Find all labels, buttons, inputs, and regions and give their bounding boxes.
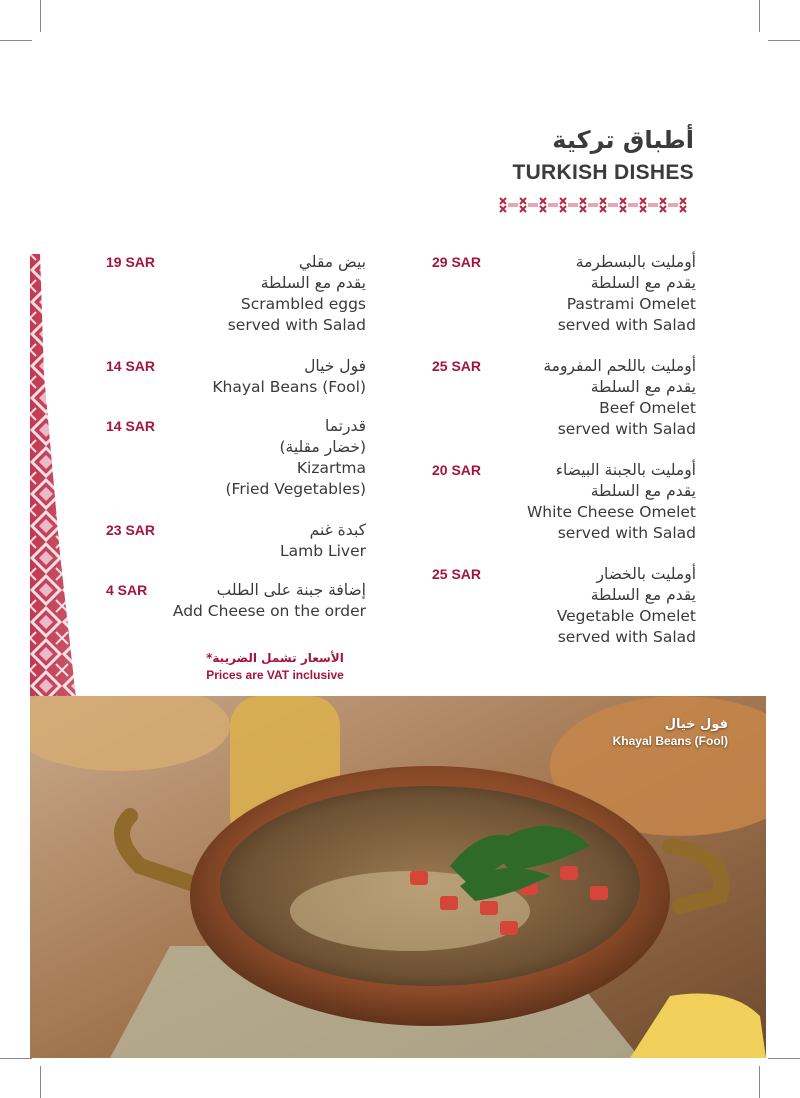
menu-item-price: 14 SAR [106, 418, 156, 434]
menu-item-name-english: Add Cheese on the order [172, 602, 366, 620]
menu-item-name-english: Pastrami Omelet [566, 295, 696, 313]
menu-item [66, 520, 366, 566]
menu-item-price: 20 SAR [432, 462, 482, 478]
vat-note-arabic: الأسعار تشمل الضريبة* [206, 651, 344, 665]
menu-item-name-arabic: أومليت باللحم المفرومة [543, 357, 696, 375]
menu-item-note-english: served with Salad [557, 524, 696, 542]
crop-mark [759, 1066, 760, 1098]
menu-item-price: 19 SAR [106, 254, 156, 270]
crop-mark [768, 1058, 800, 1059]
menu-item-name-arabic: أومليت بالجبنة البيضاء [555, 461, 696, 479]
crop-mark [0, 40, 32, 41]
menu-item-note-arabic: (خضار مقلية) [279, 438, 366, 456]
menu-item-name-english: Scrambled eggs [240, 295, 366, 313]
crop-mark [768, 40, 800, 41]
photo-caption-arabic: فول خيال [664, 717, 728, 732]
menu-item [66, 416, 366, 506]
menu-item-name-english: Kizartma [296, 459, 366, 477]
menu-item-price: 14 SAR [106, 358, 156, 374]
khayal-beans-pan-illustration [30, 696, 766, 1058]
menu-item-note-arabic: يقدم مع السلطة [590, 378, 696, 396]
cross-stitch-ornament-icon [494, 195, 694, 215]
menu-item-name-english: Beef Omelet [599, 399, 696, 417]
menu-item-note-arabic: يقدم مع السلطة [590, 274, 696, 292]
menu-column-right [396, 252, 696, 668]
menu-item-name-english: Lamb Liver [279, 542, 366, 560]
dish-photo [30, 696, 766, 1058]
menu-item-name-arabic: قدرتما [324, 417, 366, 435]
menu-item-name-arabic: كبدة غنم [309, 521, 366, 539]
menu-item-note-arabic: يقدم مع السلطة [590, 586, 696, 604]
menu-item [396, 356, 696, 446]
menu-item-name-english: White Cheese Omelet [526, 503, 696, 521]
section-title-english: TURKISH DISHES [512, 161, 694, 184]
menu-item-note-english: (Fried Vegetables) [225, 480, 366, 498]
menu-item-note-english: served with Salad [557, 316, 696, 334]
menu-item [396, 564, 696, 654]
menu-item-note-arabic: يقدم مع السلطة [590, 482, 696, 500]
crop-mark [0, 1058, 32, 1059]
menu-item-note-arabic: يقدم مع السلطة [260, 274, 366, 292]
menu-item-name-arabic: فول خيال [304, 357, 366, 375]
menu-item-note-english: served with Salad [557, 420, 696, 438]
crop-mark [40, 0, 41, 32]
menu-item-name-arabic: إضافة جبنة على الطلب [216, 581, 366, 599]
menu-item-price: 4 SAR [106, 582, 148, 598]
menu-item-note-english: served with Salad [227, 316, 366, 334]
menu-item [66, 252, 366, 342]
menu-item-name-english: Vegetable Omelet [556, 607, 696, 625]
menu-item [66, 356, 366, 402]
menu-item-price: 25 SAR [432, 566, 482, 582]
photo-caption-english: Khayal Beans (Fool) [612, 734, 728, 748]
menu-item-name-arabic: أومليت بالبسطرمة [575, 253, 696, 271]
menu-item [396, 252, 696, 342]
crop-mark [759, 0, 760, 32]
photo-caption [613, 716, 728, 749]
menu-item-price: 29 SAR [432, 254, 482, 270]
menu-item-name-english: Khayal Beans (Fool) [212, 378, 366, 396]
vat-note [200, 650, 350, 684]
menu-item-note-english: served with Salad [557, 628, 696, 646]
vat-note-english: Prices are VAT inclusive [206, 668, 344, 682]
menu-column-left [66, 252, 366, 640]
section-title-arabic: أطباق تركية [552, 126, 694, 154]
menu-item-name-arabic: بيض مقلي [298, 253, 366, 271]
menu-item [66, 580, 366, 626]
menu-item-name-arabic: أومليت بالخضار [596, 565, 696, 583]
menu-item [396, 460, 696, 550]
menu-item-price: 25 SAR [432, 358, 482, 374]
crop-mark [40, 1066, 41, 1098]
menu-item-price: 23 SAR [106, 522, 156, 538]
section-header [494, 125, 694, 219]
